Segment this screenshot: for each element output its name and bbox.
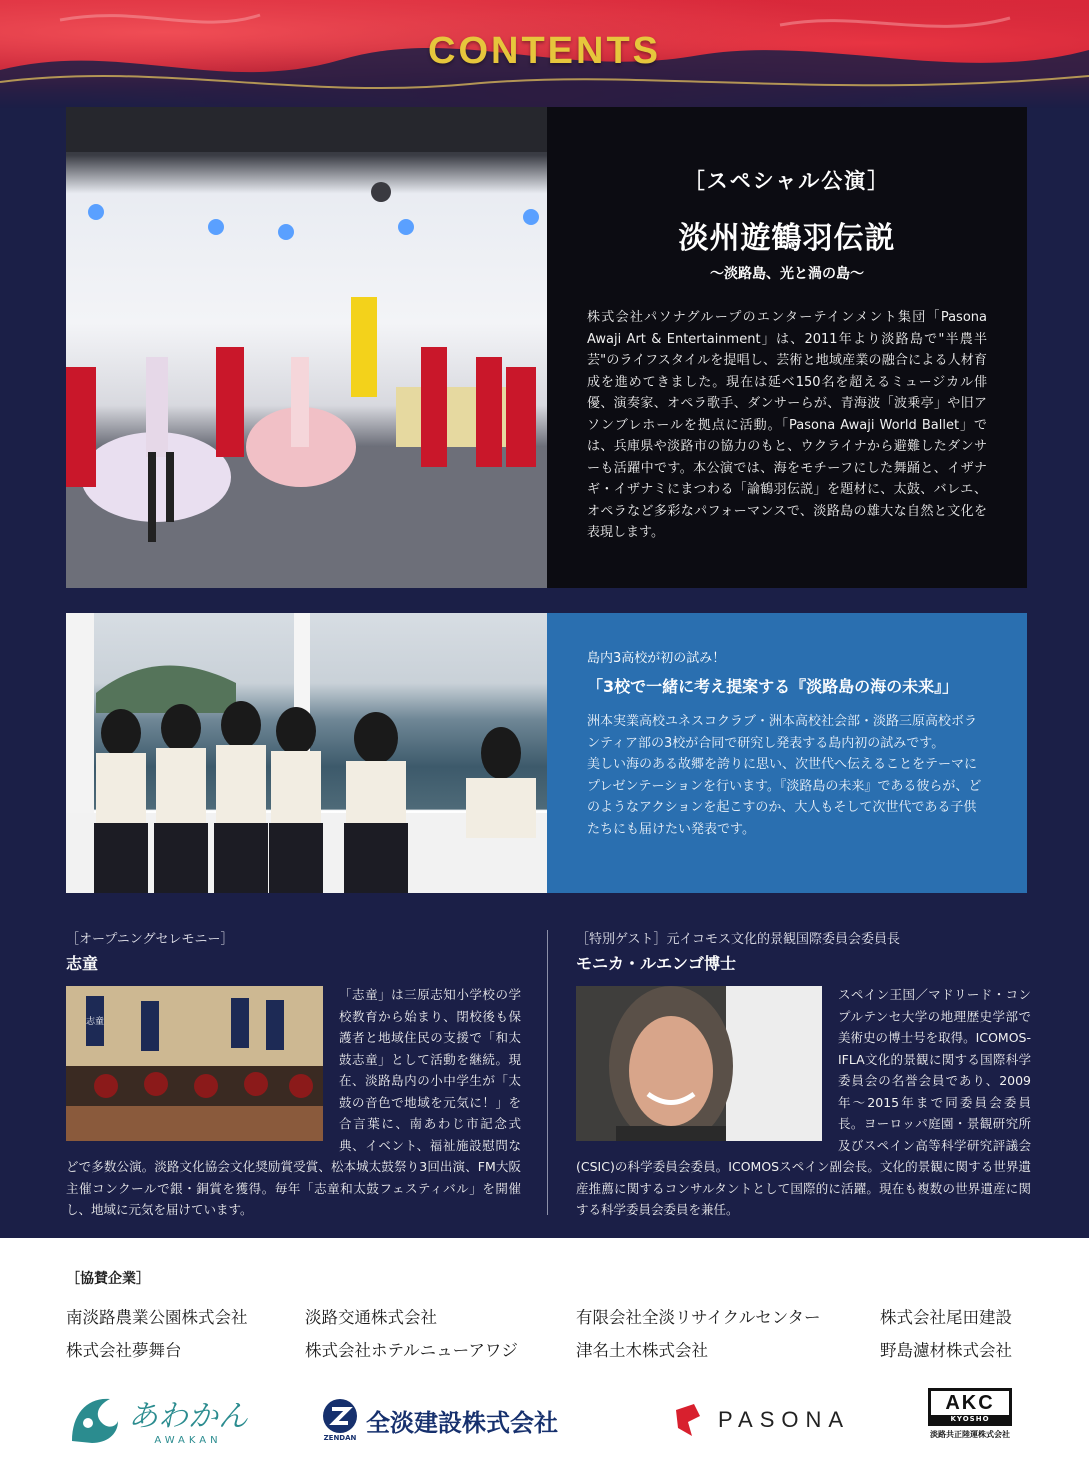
taiko-drummers-photo — [66, 986, 323, 1141]
sponsor-name: 津名土木株式会社 — [576, 1341, 708, 1360]
sponsors-heading: ［協賛企業］ — [66, 1271, 150, 1287]
akc-logo-letters: AKC — [945, 1391, 995, 1414]
guest-text-wrap — [576, 984, 1031, 1221]
sponsor-name: 株式会社尾田建設 — [880, 1308, 1012, 1327]
banner-text: 志童 — [85, 1017, 105, 1027]
pasona-logo-text: PASONA — [718, 1407, 851, 1432]
guest-name: モニカ・ルエンゴ博士 — [576, 954, 737, 973]
opening-kicker: ［オープニングセレモニー］ — [66, 932, 234, 947]
students-body-para-1: 洲本実業高校ユネスコクラブ・洲本高校社会部・淡路三原高校ボランティア部の3校が合同で研究し発表する島内初の試みです。 — [587, 714, 978, 751]
sponsor-name: 有限会社全淡リサイクルセンター — [576, 1308, 821, 1327]
special-kicker: ［スペシャル公演］ — [683, 169, 891, 193]
zendan-z-icon — [322, 1398, 358, 1434]
akc-kyosho-logo — [928, 1388, 1012, 1440]
sponsor-name: 淡路交通株式会社 — [305, 1308, 437, 1327]
akc-logo-subtext: KYOSHO — [931, 1415, 1009, 1423]
students-body-para-2: 美しい海のある故郷を誇りに思い、次世代へ伝えることをテーマにプレゼンテーションを行います。『淡路島の未来』である彼らが、どのようなアクションを起こすのか、大人もそして次世代である子供たちにも届けたい発表です。 — [587, 757, 982, 837]
sponsors-section — [0, 1238, 1089, 1457]
sponsor-name: 南淡路農業公園株式会社 — [66, 1308, 248, 1327]
students-text — [547, 613, 1027, 893]
ballet-performance-photo — [66, 107, 547, 588]
column-divider — [547, 930, 548, 1215]
students-title: 「3校で一緒に考え提案する『淡路島の海の未来』」 — [587, 677, 959, 696]
sponsor-name: 株式会社ホテルニューアワジ — [305, 1341, 518, 1360]
akc-logo-caption: 淡路共正陸運株式会社 — [930, 1430, 1010, 1439]
contents-header — [0, 0, 1089, 108]
special-subtitle: ～淡路島、光と渦の島～ — [710, 266, 864, 282]
students-body — [587, 711, 987, 840]
portrait-illustration — [576, 986, 822, 1141]
opening-ceremony-section — [66, 928, 521, 1221]
students-kicker: 島内3高校が初の試み！ — [587, 651, 726, 666]
zendan-logo-subtext: ZENDAN — [323, 1434, 357, 1442]
ballet-photo-illustration — [66, 107, 547, 588]
sponsor-name: 株式会社夢舞台 — [66, 1341, 182, 1360]
awakan-logo — [68, 1391, 248, 1446]
akc-logo-box — [928, 1388, 1012, 1426]
guest-portrait-photo — [576, 986, 822, 1141]
guest-kicker: ［特別ゲスト］元イコモス文化的景観国際委員会委員長 — [576, 932, 900, 947]
zendan-logo-text: 全淡建設株式会社 — [366, 1408, 558, 1437]
special-performance-section — [66, 107, 1027, 588]
special-guest-section — [576, 928, 1031, 1221]
awakan-logo-subtext: AWAKAN — [154, 1435, 222, 1446]
students-photo-illustration — [66, 613, 547, 893]
special-body: 株式会社パソナグループのエンターテインメント集団「Pasona Awaji Art & Entertainment」は、2011年より淡路島で"半農半芸"のライフスタイルを提唱し、芸術と地域産業の融合による人材育成を進めてきました。現在は延べ150名を超えるミュージカル俳優、演奏家、オペラ歌手、ダンサーらが、青海波「波乗亭」や旧アソンブレホールを拠点に活動。「Pasona Awaji World Ballet」では、兵庫県や淡路市の協力のもと、ウクライナから避難したダンサーも活躍中です。本公演では、海をモチーフにした舞踊と、イザナギ・イザナミにまつわる「論鶴羽伝説」を題材に、太鼓、バレエ、オペラなど多彩なパフォーマンスで、淡路島の雄大な自然と文化を表現します。 — [587, 310, 987, 540]
wave-icon — [68, 1393, 120, 1445]
pasona-mark-icon — [672, 1402, 702, 1438]
opening-body: 「志童」は三原志知小学校の学校教育から始まり、閉校後も保護者と地域住民の支援で「和太鼓志童」として活動を継続。現在、淡路島内の小中学生が「太鼓の音色で地域を元気に！」を合言葉に、南あわじ市記念式典、イベント、福祉施設慰問などで多数公演。淡路文化協会文化奨励賞受賞、松本城太鼓祭り3回出演、FM大阪主催コンクールで銀・銅賞を獲得。毎年「志童和太鼓フェスティバル」を開催し、地域に元気を届けています。 — [66, 987, 521, 1217]
opening-text-wrap — [66, 984, 521, 1221]
special-title: 淡州遊鶴羽伝説 — [678, 221, 896, 256]
awakan-logo-text: あわかん — [128, 1399, 248, 1434]
zendan-logo — [322, 1398, 558, 1442]
students-photo — [66, 613, 547, 893]
students-section — [66, 613, 1027, 893]
guest-body: スペイン王国／マドリード・コンプルテンセ大学の地理歴史学部で美術史の博士号を取得。ICOMOS-IFLA文化的景観に関する国際科学委員会の名誉会員であり、2009年～2015年まで同委員会委員長。ヨーロッパ庭園・景観研究所及びスペイン高等科学研究評議会(CSIC)の科学委員会委員。ICOMOSスペイン副会長。文化的景観に関する世界遺産推薦に関するコンサルタントとして国際的に活躍。現在も複数の世界遺産に関する科学委員会委員を兼任。 — [576, 987, 1031, 1217]
sponsor-name: 野島濾材株式会社 — [880, 1341, 1012, 1360]
opening-name: 志童 — [66, 954, 99, 973]
special-performance-text — [547, 107, 1027, 588]
page-title: CONTENTS — [428, 30, 661, 72]
pasona-logo — [672, 1402, 850, 1438]
taiko-photo-illustration — [66, 986, 323, 1141]
